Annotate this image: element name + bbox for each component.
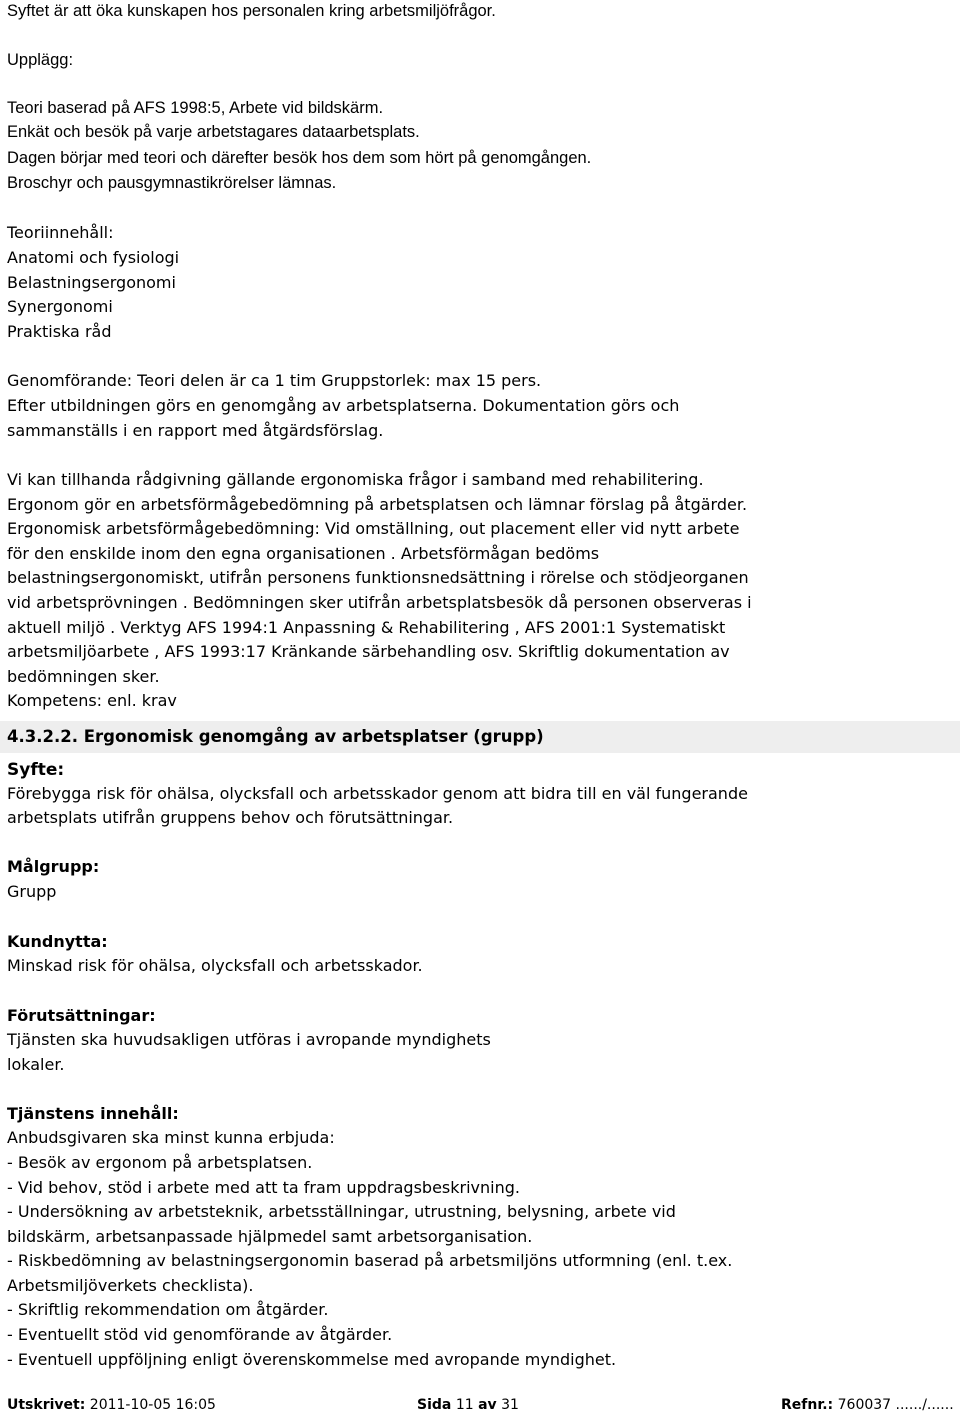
purpose-text: Syftet är att öka kunskapen hos personalen kring arbetsmiljöfrågor.	[7, 2, 496, 20]
syfte-text: arbetsplats utifrån gruppens behov och förutsättningar.	[7, 808, 454, 827]
upplagg-item: Broschyr och pausgymnastikrörelser lämnas.	[7, 174, 337, 192]
teori-item: Synergonomi	[7, 297, 113, 316]
innehall-line: Anbudsgivaren ska minst kunna erbjuda:	[7, 1128, 335, 1147]
upplagg-item: Teori baserad på AFS 1998:5, Arbete vid bildskärm.	[7, 99, 384, 117]
advice-line: vid arbetsprövningen . Bedömningen sker utifrån arbetsplatsbesök då personen observeras i	[7, 593, 752, 612]
forutsattningar-text: lokaler.	[7, 1055, 65, 1074]
innehall-line: - Undersökning av arbetsteknik, arbetsställningar, utrustning, belysning, arbete vid	[7, 1202, 676, 1221]
footer-printed-value: 2011-10-05 16:05	[89, 1397, 216, 1413]
footer-page	[417, 1396, 519, 1414]
kundnytta-label: Kundnytta:	[7, 932, 108, 951]
upplagg-item: Enkät och besök på varje arbetstagares dataarbetsplats.	[7, 123, 420, 141]
advice-line: bedömningen sker.	[7, 667, 160, 686]
advice-line: arbetsmiljöarbete , AFS 1993:17 Kränkande särbehandling osv. Skriftlig dokumentation av	[7, 642, 730, 661]
footer-printed-label: Utskrivet:	[7, 1397, 86, 1413]
innehall-line: - Eventuellt stöd vid genomförande av åtgärder.	[7, 1325, 393, 1344]
footer-refnr-label: Refnr.:	[781, 1397, 834, 1413]
innehall-line: Arbetsmiljöverkets checklista).	[7, 1276, 254, 1295]
innehall-line: - Eventuell uppföljning enligt överenskommelse med avropande myndighet.	[7, 1350, 617, 1369]
advice-line: Vi kan tillhanda rådgivning gällande ergonomiska frågor i samband med rehabilitering.	[7, 470, 704, 489]
footer-refnr	[781, 1396, 954, 1414]
syfte-label: Syfte:	[7, 760, 65, 780]
innehall-line: - Besök av ergonom på arbetsplatsen.	[7, 1153, 313, 1172]
footer-refnr-value: 760037 ....../......	[837, 1397, 954, 1413]
advice-line: Kompetens: enl. krav	[7, 691, 177, 710]
innehall-line: - Vid behov, stöd i arbete med att ta fram uppdragsbeskrivning.	[7, 1178, 520, 1197]
innehall-line: - Skriftlig rekommendation om åtgärder.	[7, 1300, 329, 1319]
teori-label: Teoriinnehåll:	[7, 223, 114, 242]
advice-line: för den enskilde inom den egna organisationen . Arbetsförmågan bedöms	[7, 544, 600, 563]
section-heading: 4.3.2.2. Ergonomisk genomgång av arbetsplatser (grupp)	[7, 727, 544, 746]
footer-page-total: 31	[501, 1397, 519, 1413]
teori-item: Praktiska råd	[7, 322, 112, 341]
teori-item: Belastningsergonomi	[7, 273, 176, 292]
upplagg-label: Upplägg:	[7, 51, 74, 69]
footer-page-number: 11	[455, 1397, 474, 1413]
malgrupp-label: Målgrupp:	[7, 857, 100, 876]
genomforande-line: sammanställs i en rapport med åtgärdsförslag.	[7, 421, 384, 440]
syfte-text: Förebygga risk för ohälsa, olycksfall och arbetsskador genom att bidra till en väl fungerande	[7, 784, 748, 803]
genomforande-line: Efter utbildningen görs en genomgång av arbetsplatserna. Dokumentation görs och	[7, 396, 680, 415]
tjanstens-innehall-label: Tjänstens innehåll:	[7, 1104, 179, 1123]
forutsattningar-text: Tjänsten ska huvudsakligen utföras i avropande myndighets	[7, 1030, 491, 1049]
forutsattningar-label: Förutsättningar:	[7, 1006, 156, 1025]
innehall-line: bildskärm, arbetsanpassade hjälpmedel samt arbetsorganisation.	[7, 1227, 533, 1246]
upplagg-item: Dagen börjar med teori och därefter besök hos dem som hört på genomgången.	[7, 149, 592, 167]
advice-line: Ergonom gör en arbetsförmågebedömning på arbetsplatsen och lämnar förslag på åtgärder.	[7, 495, 748, 514]
kundnytta-text: Minskad risk för ohälsa, olycksfall och arbetsskador.	[7, 956, 423, 975]
teori-item: Anatomi och fysiologi	[7, 248, 180, 267]
innehall-line: - Riskbedömning av belastningsergonomin baserad på arbetsmiljöns utformning (enl. t.ex.	[7, 1251, 733, 1270]
footer-page-of: av	[478, 1397, 497, 1413]
genomforande-line: Genomförande: Teori delen är ca 1 tim Gruppstorlek: max 15 pers.	[7, 371, 542, 390]
advice-line: aktuell miljö . Verktyg AFS 1994:1 Anpassning & Rehabilitering , AFS 2001:1 Systematiskt	[7, 618, 726, 637]
footer-printed	[7, 1396, 216, 1414]
advice-line: belastningsergonomiskt, utifrån personens funktionsnedsättning i rörelse och stödjeorganen	[7, 568, 749, 587]
malgrupp-text: Grupp	[7, 882, 57, 901]
advice-line: Ergonomisk arbetsförmågebedömning: Vid omställning, out placement eller vid nytt arbete	[7, 519, 740, 538]
footer-page-label: Sida	[417, 1397, 452, 1413]
